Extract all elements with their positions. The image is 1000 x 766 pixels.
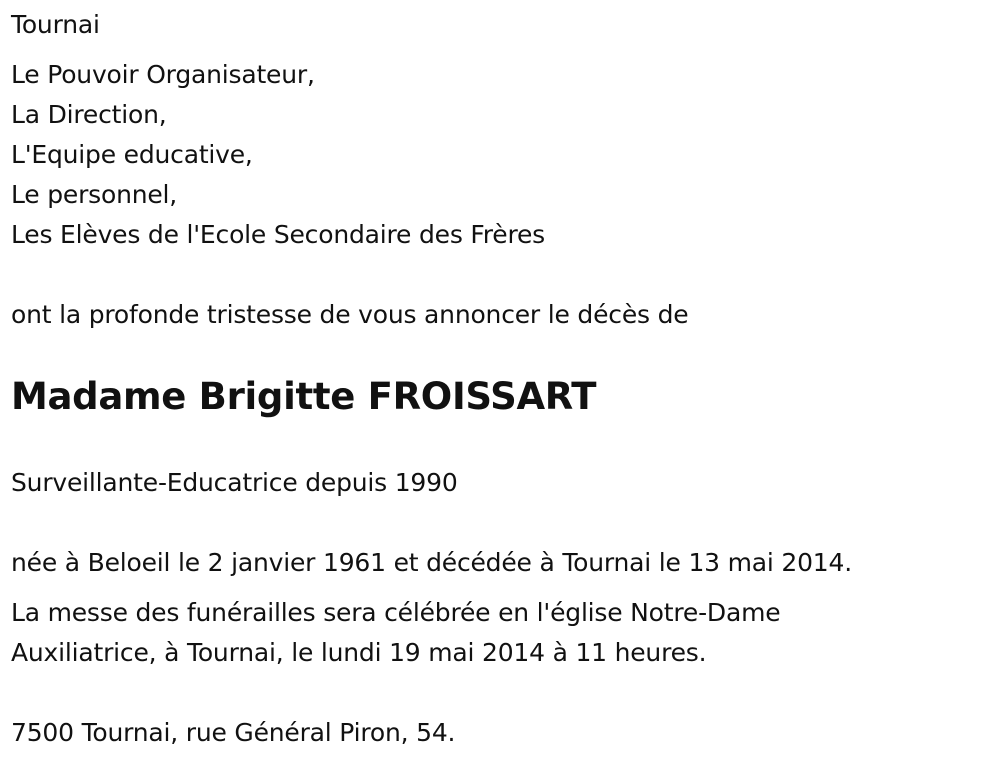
announcement-text: ont la profonde tristesse de vous annoncer le décès de [11, 300, 689, 329]
deceased-name: Madame Brigitte FROISSART [11, 375, 597, 418]
birth-death-dates: née à Beloeil le 2 janvier 1961 et décédée à Tournai le 13 mai 2014. [11, 548, 852, 577]
funeral-line: La messe des funérailles sera célébrée en l'église Notre-Dame [11, 598, 781, 627]
sender-line: L'Equipe educative, [11, 140, 253, 169]
sender-line: La Direction, [11, 100, 167, 129]
family-address: 7500 Tournai, rue Général Piron, 54. [11, 718, 456, 747]
sender-line: Le Pouvoir Organisateur, [11, 60, 315, 89]
funeral-details [11, 593, 780, 673]
city-heading: Tournai [11, 10, 100, 39]
senders-list [11, 55, 545, 255]
deceased-role: Surveillante-Educatrice depuis 1990 [11, 468, 458, 497]
sender-line: Le personnel, [11, 180, 178, 209]
funeral-line: Auxiliatrice, à Tournai, le lundi 19 mai 2014 à 11 heures. [11, 638, 707, 667]
sender-line: Les Elèves de l'Ecole Secondaire des Frères [11, 220, 545, 249]
